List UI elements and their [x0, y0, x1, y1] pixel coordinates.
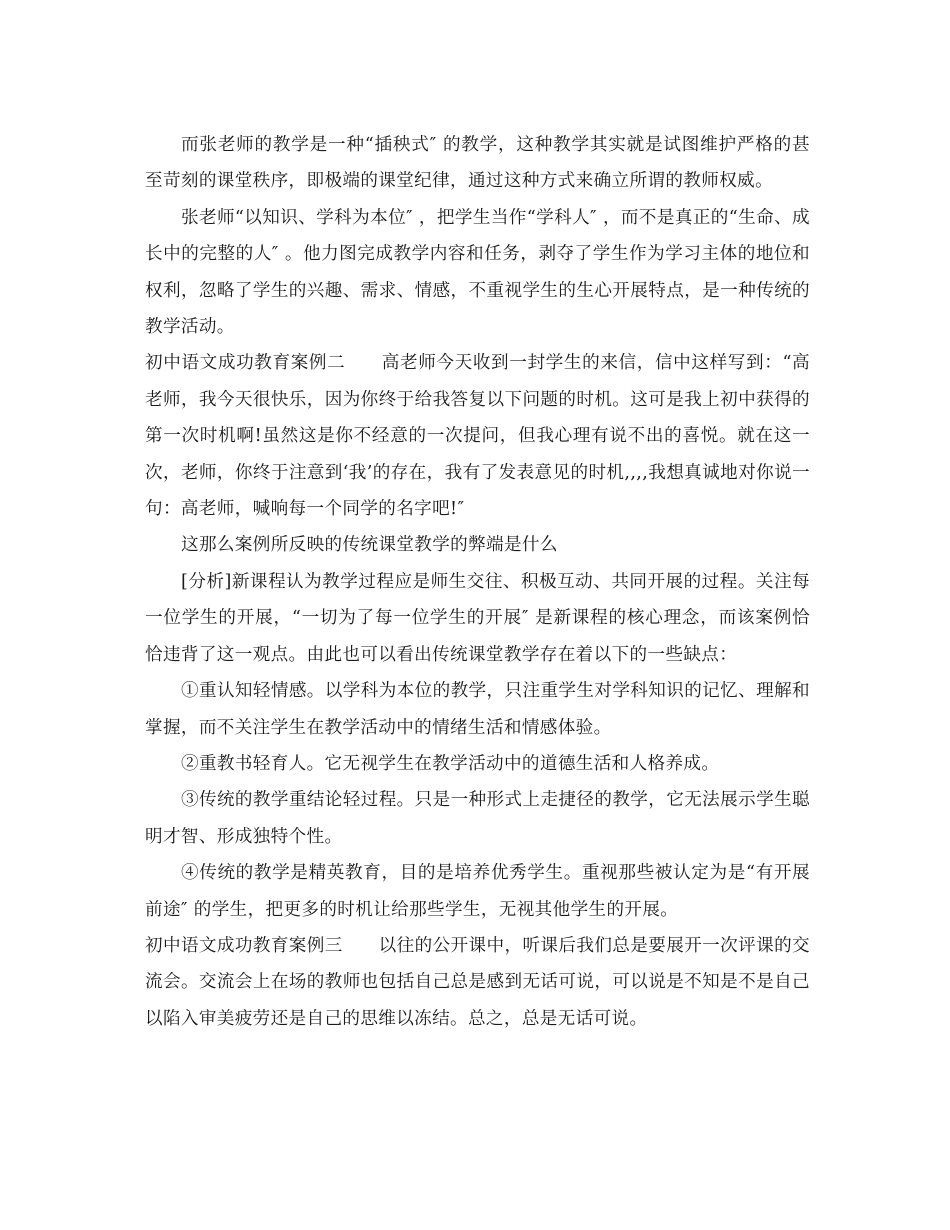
paragraph-question: 这那么案例所反映的传统课堂教学的弊端是什么 — [181, 535, 558, 556]
paragraph-point-4: ④传统的教学是精英教育，目的是培养优秀学生。重视那些被认定为是“有开展前途″ 的学生，把更多的时机让给那些学生，无视其他学生的开展。 — [145, 863, 810, 920]
paragraph-point-3: ③传统的教学重结论轻过程。只是一种形式上走捷径的教学，它无法展示学生聪明才智、形成独特个性。 — [145, 790, 810, 847]
document-body — [145, 127, 810, 1037]
paragraph-point-1: ①重认知轻情感。以学科为本位的教学，只注重学生对学科知识的记忆、理解和掌握，而不关注学生在教学活动中的情绪生活和情感体验。 — [145, 681, 810, 738]
paragraph-case-three: 初中语文成功教育案例三 以往的公开课中，听课后我们总是要展开一次评课的交流会。交流会上在场的教师也包括自己总是感到无话可说，可以说是不知是不是自己以陷入审美疲劳还是自己的思维以冻结。总之，总是无话可说。 — [145, 935, 810, 1029]
paragraph-zhang-teaching-style: 而张老师的教学是一种“插秧式″ 的教学，这种教学其实就是试图维护严格的甚至苛刻的课堂秩序，即极端的课堂纪律，通过这种方式来确立所谓的教师权威。 — [145, 135, 810, 192]
paragraph-analysis: [分析]新课程认为教学过程应是师生交往、积极互动、共同开展的过程。关注每一位学生的开展，“一切为了每一位学生的开展″ 是新课程的核心理念，而该案例恰恰违背了这一观点。由此也可以看出传统课堂教学存在着以下的一些缺点： — [145, 571, 810, 665]
paragraph-case-two: 初中语文成功教育案例二 高老师今天收到一封学生的来信，信中这样写到：“高老师，我今天很快乐，因为你终于给我答复以下问题的时机。这可是我上初中获得的第一次时机啊!虽然这是你不经意的一次提问，但我心理有说不出的喜悦。就在这一次，老师，你终于注意到‘我’的存在，我有了发表意见的时机,,,,我想真诚地对你说一句：高老师，喊响每一个同学的名字吧!″ — [145, 353, 810, 520]
paragraph-zhang-subject-centered: 张老师“以知识、学科为本位″ ，把学生当作“学科人″ ，而不是真正的“生命、成长中的完整的人″ 。他力图完成教学内容和任务，剥夺了学生作为学习主体的地位和权利，忽略了学生的兴趣、需求、情感，不重视学生的生心开展特点，是一种传统的教学活动。 — [145, 207, 810, 338]
paragraph-point-2: ②重教书轻育人。它无视学生在教学活动中的道德生活和人格养成。 — [181, 753, 720, 774]
